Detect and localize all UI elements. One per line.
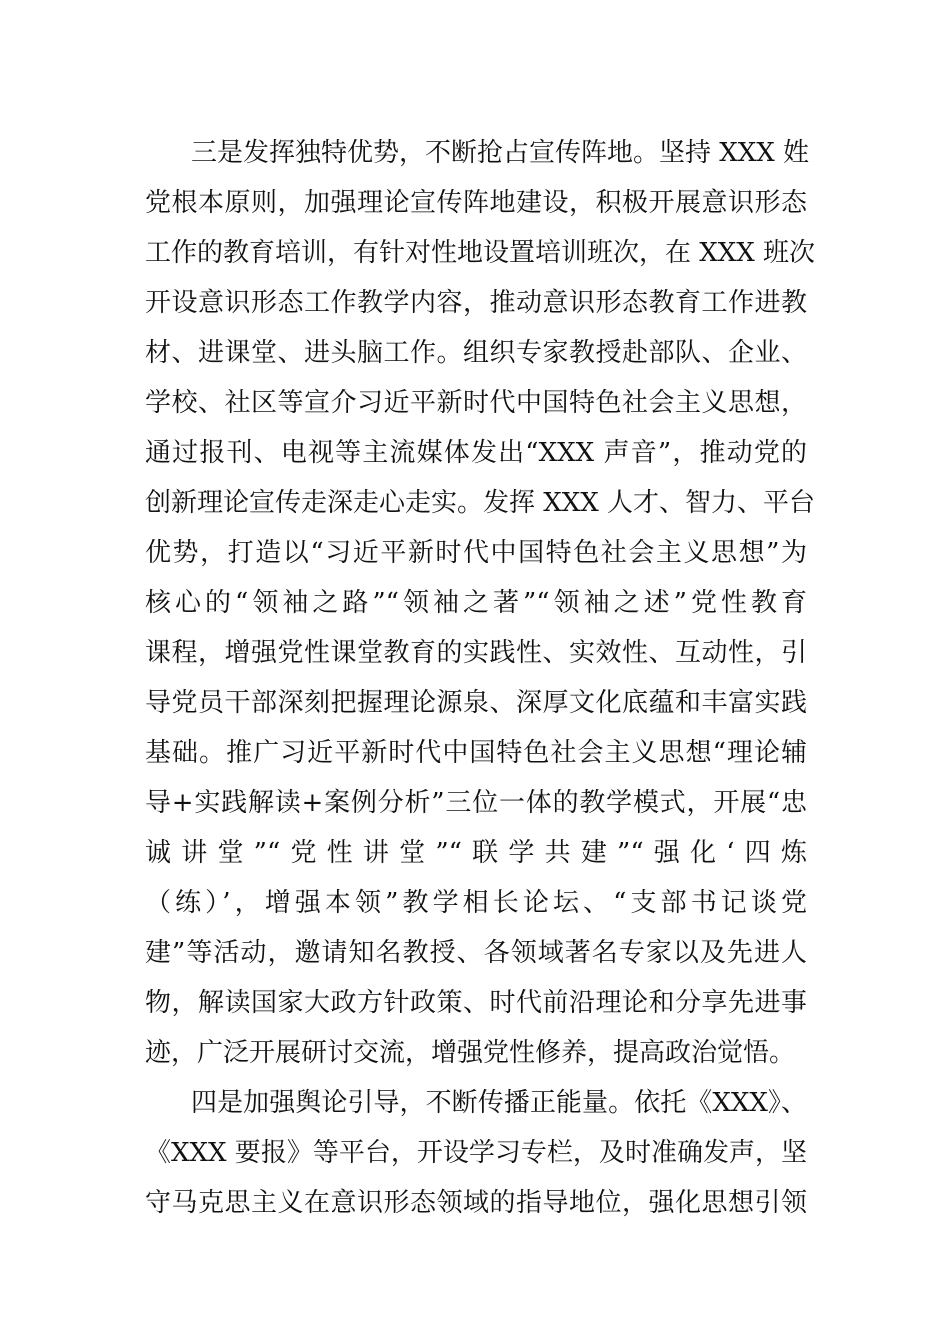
paragraph-3-line-8: 创新理论宣传走深走心走实。发挥 XXX 人才、智力、平台 [145, 488, 816, 518]
paragraph-3-line-18: 物，解读国家大政方针政策、时代前沿理论和分享先进事 [145, 988, 807, 1018]
paragraph-3-line-5: 材、进课堂、进头脑工作。组织专家教授赴部队、企业、 [145, 338, 807, 368]
paragraph-3-line-11: 课程，增强党性课堂教育的实践性、实效性、互动性，引 [145, 638, 807, 668]
paragraph-4-line-2: 《XXX 要报》等平台，开设学习专栏，及时准确发声，坚 [145, 1138, 807, 1168]
paragraph-3-line-15: 诚讲堂”“党性讲堂”“联学共建”“强化‘四炼 [145, 838, 807, 868]
paragraph-3-line-17: 建”等活动，邀请知名教授、各领域著名专家以及先进人 [145, 938, 807, 968]
paragraph-3-line-12: 导党员干部深刻把握理论源泉、深厚文化底蕴和丰富实践 [145, 688, 807, 718]
paragraph-3-line-14: 导+实践解读+案例分析”三位一体的教学模式，开展“忠 [145, 788, 807, 818]
document-body [145, 128, 816, 1228]
paragraph-3-line-13: 基础。推广习近平新时代中国特色社会主义思想“理论辅 [145, 738, 807, 768]
paragraph-3-line-9: 优势，打造以“习近平新时代中国特色社会主义思想”为 [145, 538, 807, 568]
paragraph-3-line-7: 通过报刊、电视等主流媒体发出“XXX 声音”，推动党的 [145, 438, 807, 468]
paragraph-3-line-19: 迹，广泛开展研讨交流，增强党性修养，提高政治觉悟。 [145, 1038, 796, 1068]
paragraph-3-line-6: 学校、社区等宣介习近平新时代中国特色社会主义思想， [145, 388, 807, 418]
paragraph-4-line-3: 守马克思主义在意识形态领域的指导地位，强化思想引领 [145, 1188, 807, 1218]
paragraph-3-line-16: （练）’，增强本领”教学相长论坛、“支部书记谈党 [145, 888, 807, 918]
paragraph-3-line-1: 三是发挥独特优势，不断抢占宣传阵地。坚持 XXX 姓 [191, 138, 810, 168]
paragraph-3-line-4: 开设意识形态工作教学内容，推动意识形态教育工作进教 [145, 288, 807, 318]
paragraph-4-line-1: 四是加强舆论引导，不断传播正能量。依托《XXX》、 [191, 1088, 807, 1118]
paragraph-3-line-2: 党根本原则，加强理论宣传阵地建设，积极开展意识形态 [145, 188, 807, 218]
paragraph-3-line-3: 工作的教育培训，有针对性地设置培训班次，在 XXX 班次 [145, 238, 816, 268]
paragraph-3-line-10: 核心的“领袖之路”“领袖之著”“领袖之述”党性教育 [145, 588, 807, 618]
